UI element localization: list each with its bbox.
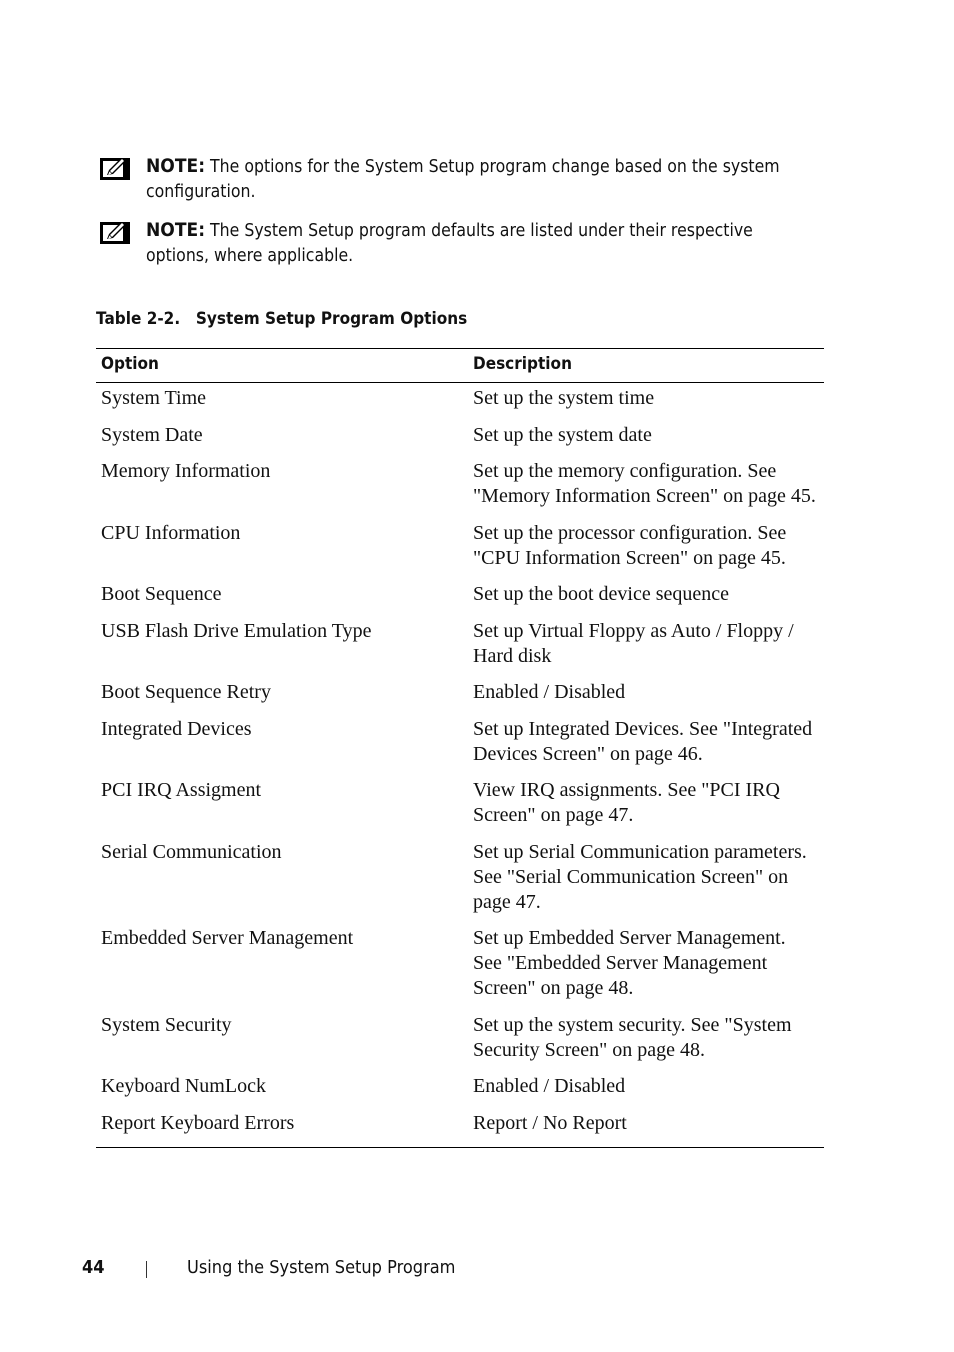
table-row (96, 459, 824, 521)
option-cell: System Time (101, 387, 207, 409)
description-cell: Set up the system time (473, 387, 655, 409)
table-row (96, 619, 824, 681)
description-cell: Set up Virtual Floppy as Auto / Floppy / Hard disk (473, 619, 794, 667)
option-cell: Keyboard NumLock (101, 1075, 266, 1097)
footer-section-title: Using the System Setup Program (187, 1257, 456, 1278)
table-row (96, 521, 824, 583)
description-cell: Set up the processor configuration. See "CPU Information Screen" on page 45. (473, 521, 787, 569)
table-row (96, 1111, 824, 1148)
table-row (96, 680, 824, 717)
description-cell: Set up Embedded Server Management. See "Embedded Server Management Screen" on page 48. (473, 927, 786, 999)
description-cell: Enabled / Disabled (473, 1075, 626, 1097)
table-header-row (96, 349, 824, 383)
table-row (96, 840, 824, 927)
description-cell: View IRQ assignments. See "PCI IRQ Screen" on page 47. (473, 779, 780, 826)
table-row (96, 1013, 824, 1075)
option-cell: PCI IRQ Assigment (101, 779, 262, 801)
description-cell: Set up Integrated Devices. See "Integrated Devices Screen" on page 46. (473, 717, 813, 765)
column-header-description: Description (468, 349, 824, 383)
table-row (96, 582, 824, 619)
note-pencil-icon (100, 158, 130, 180)
table-row (96, 383, 824, 423)
option-cell: Boot Sequence Retry (101, 681, 271, 703)
table-row (96, 926, 824, 1013)
table-row (96, 423, 824, 460)
description-cell: Enabled / Disabled (473, 681, 626, 703)
footer-divider (146, 1261, 147, 1278)
page-number: 44 (82, 1257, 105, 1278)
note-body: The options for the System Setup program change based on the system configuration. (146, 157, 780, 202)
description-cell: Report / No Report (473, 1111, 627, 1134)
system-setup-options-table (96, 348, 824, 1148)
option-cell: USB Flash Drive Emulation Type (101, 619, 372, 642)
note-text (146, 218, 812, 269)
note-label: NOTE: (146, 219, 206, 241)
column-header-option: Option (96, 349, 468, 383)
option-cell: Memory Information (101, 460, 271, 482)
option-cell: Serial Communication (101, 840, 282, 863)
note-body: The System Setup program defaults are listed under their respective options, where applicable. (146, 221, 753, 266)
option-cell: System Security (101, 1013, 232, 1036)
table-number: Table 2-2. (96, 309, 181, 329)
table-row (96, 717, 824, 779)
option-cell: System Date (101, 423, 203, 446)
note-label: NOTE: (146, 155, 206, 177)
table-row (96, 1074, 824, 1111)
page-footer (0, 1257, 954, 1283)
option-cell: Integrated Devices (101, 717, 252, 740)
table-caption (96, 309, 467, 329)
description-cell: Set up the system date (473, 423, 652, 446)
description-cell: Set up the boot device sequence (473, 583, 730, 605)
table-title: System Setup Program Options (195, 309, 468, 329)
option-cell: Report Keyboard Errors (101, 1111, 295, 1134)
description-cell: Set up the memory configuration. See "Memory Information Screen" on page 45. (473, 460, 816, 507)
description-cell: Set up Serial Communication parameters. See "Serial Communication Screen" on page 47. (473, 840, 807, 913)
note-text (146, 154, 812, 205)
description-cell: Set up the system security. See "System Security Screen" on page 48. (473, 1013, 792, 1061)
option-cell: Embedded Server Management (101, 927, 354, 949)
table-row (96, 778, 824, 840)
note-pencil-icon (100, 222, 130, 244)
option-cell: CPU Information (101, 521, 241, 544)
option-cell: Boot Sequence (101, 583, 222, 605)
